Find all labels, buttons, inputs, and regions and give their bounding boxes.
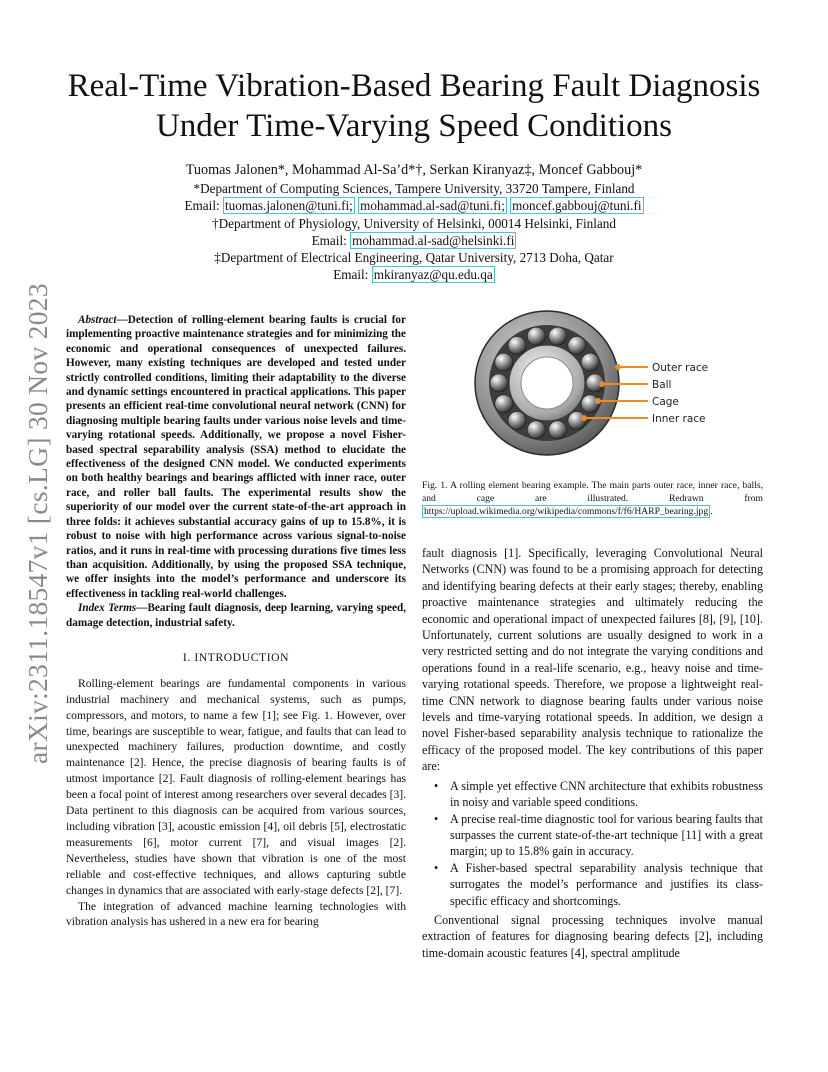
- right-paragraph-2: Conventional signal processing techniques involve manual extraction of features for diagnosing bearing defects [2], including time-domain acoustic features [4], spectral amplitude: [422, 912, 763, 960]
- email-line-qatar: [100, 266, 728, 283]
- bearing-graphic: [475, 311, 619, 455]
- arxiv-identifier: arXiv:2311.18547v1 [cs.LG] 30 Nov 2023: [22, 283, 53, 764]
- affiliation-helsinki: †Department of Physiology, University of Helsinki, 00014 Helsinki, Finland: [212, 215, 616, 231]
- email-link-jalonen[interactable]: tuomas.jalonen@tuni.fi;: [224, 198, 353, 214]
- label-ball: Ball: [652, 379, 672, 391]
- email-prefix: Email:: [311, 232, 347, 248]
- left-column: [66, 313, 406, 930]
- bearing-ball: [549, 327, 567, 345]
- inner-race-pointer-dot: [581, 415, 587, 421]
- email-link-kiranyaz[interactable]: mkiranyaz@qu.edu.qa: [373, 267, 493, 283]
- index-terms-label: Index Terms: [78, 602, 137, 615]
- label-cage: Cage: [652, 396, 679, 408]
- contribution-item: • A simple yet effective CNN architecture that exhibits robustness in noisy and variable speed conditions.: [450, 778, 763, 811]
- contribution-item: • A Fisher-based spectral separability analysis technique that surrogates the model’s performance and justifies its class-specific efficacy and shortcomings.: [450, 860, 763, 909]
- affiliation-tampere: *Department of Computing Sciences, Tampere University, 33720 Tampere, Finland: [193, 181, 635, 197]
- figure-1: [422, 307, 763, 527]
- bearing-ball: [508, 337, 526, 355]
- affiliation-qatar: ‡Department of Electrical Engineering, Qatar University, 2713 Doha, Qatar: [214, 250, 614, 266]
- bearing-ball: [508, 412, 526, 430]
- abstract-text: —Detection of rolling-element bearing faults is crucial for implementing proactive maintenance strategies and for minimizing the economic and operational consequences of unexpected failures. However, many existing techniques are developed and tested under strictly controlled conditions, limiting their adaptability to the diverse and dynamic settings encountered in practical applications. This paper presents an efficient real-time convolutional neural network (CNN) for diagnosing multiple bearing faults under various noise levels and time-varying rotational speeds. Additionally, we propose a novel Fisher-based spectral separability analysis (SSA) method to elucidate the effectiveness of the designed CNN model. We conducted experiments on both healthy bearings and bearings afflicted with inner race, outer race, and roller ball faults. The experimental results show the superiority of our model over the current state-of-the-art approach in three folds: it achieves substantial accuracy gains of up to 15.8%, it is robust to noise with high performance across various signal-to-noise ratios, and it runs in real-time with processing durations five times less than acquisition. Additionally, by using the proposed SSA technique, we offer insights into the model’s performance and underscore its effectiveness in tackling real-world challenges.: [66, 314, 406, 600]
- figure-caption: [422, 479, 763, 518]
- bearing-ball: [495, 395, 513, 413]
- email-line-tampere: [100, 197, 728, 214]
- right-column: [422, 545, 763, 961]
- label-inner-race: Inner race: [652, 413, 706, 425]
- ball-pointer-dot: [599, 381, 605, 387]
- author-block: [100, 162, 728, 283]
- bearing-illustration: [422, 307, 763, 477]
- bearing-ball: [527, 327, 545, 345]
- caption-end: .: [710, 506, 713, 517]
- contributions-list: [422, 778, 763, 909]
- abstract-label: Abstract: [78, 314, 117, 326]
- outer-race-pointer-dot: [615, 364, 621, 370]
- intro-paragraph-2: The integration of advanced machine learning technologies with vibration analysis has ushered in a new era for bearing: [66, 899, 406, 929]
- bearing-ball: [581, 395, 599, 413]
- right-paragraph-1: fault diagnosis [1]. Specifically, leveraging Convolutional Neural Networks (CNN) was found to be a promising approach for detecting and identifying bearing defects at their early stages; thereby, enabling proactive maintenance strategies and ultimately reducing the economic and operational impact of unexpected failures [8], [9], [10]. Unfortunately, current solutions are usually designed to work in a very restricted setting and do not integrate the varying conditions and operations found in a real-life scenario, e.g., heavy noise and time-varying rotational speeds. Therefore, we propose a lightweight real-time CNN network to diagnose bearing faults under various noise levels and time-varying rotational speeds. In addition, we design a novel Fisher-based separability analysis technique to rationalize the efficacy of the proposed model. The key contributions of this paper are:: [422, 546, 763, 774]
- email-link-alsad-tuni[interactable]: mohammad.al-sad@tuni.fi;: [360, 198, 505, 214]
- bearing-ball: [490, 374, 508, 392]
- email-link-alsad-helsinki[interactable]: mohammad.al-sad@helsinki.fi: [352, 232, 515, 248]
- index-terms: [66, 601, 406, 630]
- index-terms-text: —Bearing fault diagnosis, deep learning, varying speed, damage detection, industrial safety.: [66, 602, 406, 629]
- caption-text: Fig. 1. A rolling element bearing example. The main parts outer race, inner race, balls, and cage are illustrated. Redrawn from: [422, 480, 763, 504]
- bearing-ball: [495, 353, 513, 371]
- email-prefix: Email:: [333, 267, 369, 283]
- bearing-ball: [527, 421, 545, 439]
- author-names: Tuomas Jalonen*, Mohammad Al-Sa’d*†, Serkan Kiranyaz‡, Moncef Gabbouj*: [185, 162, 643, 178]
- caption-source-link[interactable]: https://upload.wikimedia.org/wikipedia/commons/f/f6/HARP_bearing.jpg: [424, 506, 709, 517]
- email-link-gabbouj[interactable]: moncef.gabbouj@tuni.fi: [512, 198, 642, 214]
- intro-paragraph-1: Rolling-element bearings are fundamental components in various industrial machinery and mechanical systems, such as pumps, compressors, and motors, to name a few [1]; see Fig. 1. However, over time, bearings are susceptible to wear, fatigue, and faults that can lead to unexpected machinery failures, production downtime, and costly maintenance [2]. Hence, the precise diagnosis of bearing faults is of utmost importance [2]. Fault diagnosis of rolling-element bearings has been a focal point of interest among researchers over several decades [3]. Data pertinent to this diagnosis can be acquired from various sources, including vibration [3], acoustic emission [4], oil debris [5], electrostatic measurements [6], motor current [7], and visual images [2]. Nevertheless, studies have shown that vibration is one of the most reliable and cost-effective techniques, and allows capturing subtle changes in dynamics that are associated with early-stage defects [2], [7].: [66, 676, 406, 897]
- cage-pointer-dot: [595, 398, 601, 404]
- section-heading-introduction: I. INTRODUCTION: [182, 650, 290, 664]
- email-prefix: Email:: [184, 198, 220, 214]
- email-line-helsinki: [100, 232, 728, 249]
- bearing-ball: [549, 421, 567, 439]
- paper-title: Real-Time Vibration-Based Bearing Fault Diagnosis Under Time-Varying Speed Conditions: [67, 68, 761, 144]
- bore-shape: [521, 357, 573, 409]
- bearing-ball: [581, 353, 599, 371]
- abstract: [66, 313, 406, 601]
- contribution-item: • A precise real-time diagnostic tool for various bearing faults that surpasses the current state-of-the-art technique [11] with a great margin; up to 15.8% gain in accuracy.: [450, 811, 763, 860]
- bearing-ball: [568, 337, 586, 355]
- label-outer-race: Outer race: [652, 362, 709, 374]
